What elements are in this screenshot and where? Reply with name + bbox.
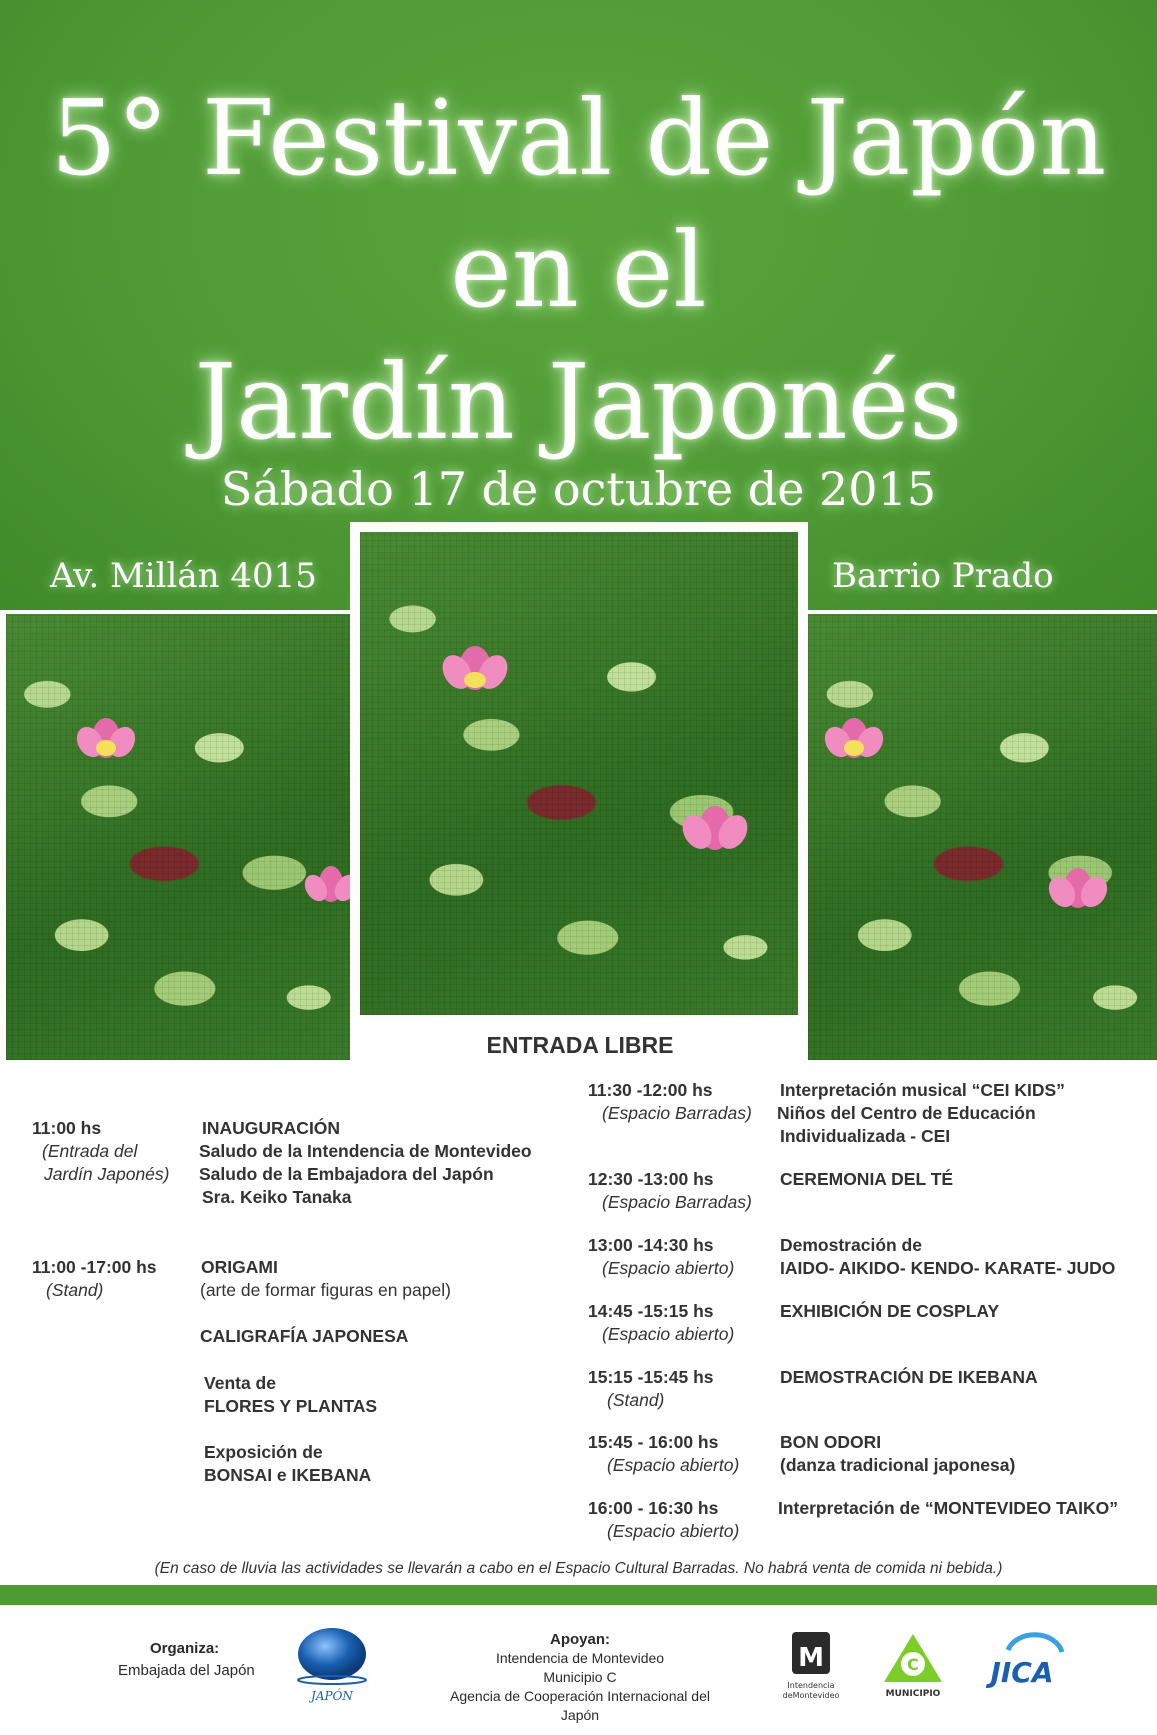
- schedule-activity-pre: Venta de: [204, 1373, 276, 1393]
- schedule-activity: ORIGAMI: [201, 1257, 278, 1277]
- intendencia-logo-text: deMontevideo: [782, 1691, 840, 1700]
- lotus-flower-icon: [66, 704, 146, 764]
- schedule-activity: INAUGURACIÓN: [202, 1118, 341, 1138]
- schedule-time: 12:30 -13:00 hs: [588, 1169, 714, 1189]
- schedule-time: 14:45 -15:15 hs: [588, 1301, 714, 1321]
- schedule-location: (Espacio Barradas): [602, 1103, 752, 1123]
- schedule-activity: Niños del Centro de Educación: [777, 1103, 1036, 1123]
- schedule-time: 15:45 - 16:00 hs: [588, 1432, 719, 1452]
- supporter-name: Municipio C: [543, 1669, 617, 1685]
- municipio-logo-letter: C: [907, 1655, 919, 1674]
- schedule-time: 11:00 -17:00 hs: [32, 1257, 157, 1277]
- schedule-activity: Saludo de la Intendencia de Montevideo: [199, 1141, 532, 1161]
- schedule-activity: (danza tradicional japonesa): [780, 1455, 1016, 1475]
- pond-image-right: [808, 614, 1157, 1060]
- schedule-time: 16:00 - 16:30 hs: [588, 1498, 719, 1518]
- schedule-activity: Interpretación de “MONTEVIDEO TAIKO”: [778, 1498, 1118, 1518]
- schedule-activity: FLORES Y PLANTAS: [204, 1396, 378, 1416]
- schedule-activity: CALIGRAFÍA JAPONESA: [200, 1326, 409, 1346]
- lotus-flower-icon: [430, 632, 520, 698]
- japon-logo-text: JAPÓN: [311, 1689, 353, 1703]
- schedule-activity: BON ODORI: [780, 1432, 882, 1452]
- lotus-flower-icon: [1038, 854, 1118, 914]
- event-neighborhood: Barrio Prado: [832, 556, 1054, 596]
- lotus-flower-icon: [670, 792, 760, 858]
- pond-image-center-frame: [350, 522, 808, 1025]
- organizer-label: Organiza:: [150, 1640, 220, 1657]
- schedule-location: (Espacio abierto): [607, 1455, 740, 1475]
- schedule-activity: BONSAI e IKEBANA: [204, 1465, 372, 1485]
- schedule-activity: Saludo de la Embajadora del Japón: [199, 1164, 494, 1184]
- lotus-flower-icon: [296, 854, 350, 908]
- supporter-name: Agencia de Cooperación Internacional del Japón: [450, 1688, 710, 1723]
- schedule-activity-pre: Exposición de: [204, 1442, 323, 1462]
- supporters-label: Apoyan:: [550, 1631, 610, 1648]
- free-entrance-label: ENTRADA LIBRE: [412, 1025, 748, 1063]
- schedule-activity: Sra. Keiko Tanaka: [202, 1187, 352, 1207]
- schedule-location: (Stand): [607, 1390, 665, 1410]
- jica-logo-text: JICA: [990, 1656, 1054, 1689]
- supporter-name: Intendencia de Montevideo: [495, 1650, 665, 1666]
- schedule-location: Jardín Japonés): [44, 1164, 170, 1184]
- lotus-flower-icon: [814, 704, 894, 764]
- japan-embassy-logo: [292, 1624, 372, 1709]
- title-line-3: Jardín Japonés: [194, 341, 963, 463]
- event-address: Av. Millán 4015: [50, 556, 317, 596]
- title-line-1: 5° Festival de Japón: [50, 77, 1107, 199]
- schedule-activity-note: (arte de formar figuras en papel): [200, 1280, 451, 1300]
- schedule-activity: Individualizada - CEI: [780, 1126, 951, 1146]
- jica-logo: [978, 1632, 1068, 1697]
- schedule-activity: IAIDO- AIKIDO- KENDO- KARATE- JUDO: [780, 1258, 1116, 1278]
- schedule-location: (Espacio Barradas): [602, 1192, 752, 1212]
- schedule-activity: DEMOSTRACIÓN DE IKEBANA: [780, 1367, 1038, 1387]
- header-banner: [0, 0, 1157, 610]
- schedule-location: (Stand): [46, 1280, 104, 1300]
- schedule-time: 15:15 -15:45 hs: [588, 1367, 714, 1387]
- intendencia-logo: [776, 1628, 850, 1713]
- event-date: Sábado 17 de octubre de 2015: [220, 462, 937, 516]
- schedule-time: 13:00 -14:30 hs: [588, 1235, 714, 1255]
- schedule-time: 11:00 hs: [32, 1118, 102, 1138]
- rain-notice: (En caso de lluvia las actividades se llevarán a cabo en el Espacio Cultural Barradas. No habrá venta de comida ni bebida.): [154, 1560, 1003, 1577]
- svg-text:M: M: [798, 1643, 824, 1673]
- schedule-activity: Interpretación musical “CEI KIDS”: [780, 1080, 1065, 1100]
- intendencia-logo-text: Intendencia: [787, 1681, 835, 1690]
- schedule-activity: Demostración de: [780, 1235, 922, 1255]
- municipio-logo-text: MUNICIPIO: [885, 1689, 941, 1699]
- schedule-activity: CEREMONIA DEL TÉ: [780, 1169, 954, 1189]
- supporters-block: [430, 1630, 730, 1725]
- schedule-activity: EXHIBICIÓN DE COSPLAY: [780, 1301, 1000, 1321]
- schedule-location: (Espacio abierto): [602, 1324, 735, 1344]
- title-line-2: en el: [450, 209, 707, 331]
- organizer-name: Embajada del Japón: [118, 1662, 255, 1679]
- pond-image-left: [6, 614, 350, 1060]
- schedule-location: (Espacio abierto): [607, 1521, 740, 1541]
- schedule-time: 11:30 -12:00 hs: [588, 1080, 713, 1100]
- schedule-location: (Espacio abierto): [602, 1258, 735, 1278]
- pond-image-center: [360, 532, 798, 1015]
- schedule-location: (Entrada del: [42, 1141, 138, 1161]
- municipio-c-logo: [878, 1630, 948, 1713]
- footer-divider-band: [0, 1585, 1157, 1605]
